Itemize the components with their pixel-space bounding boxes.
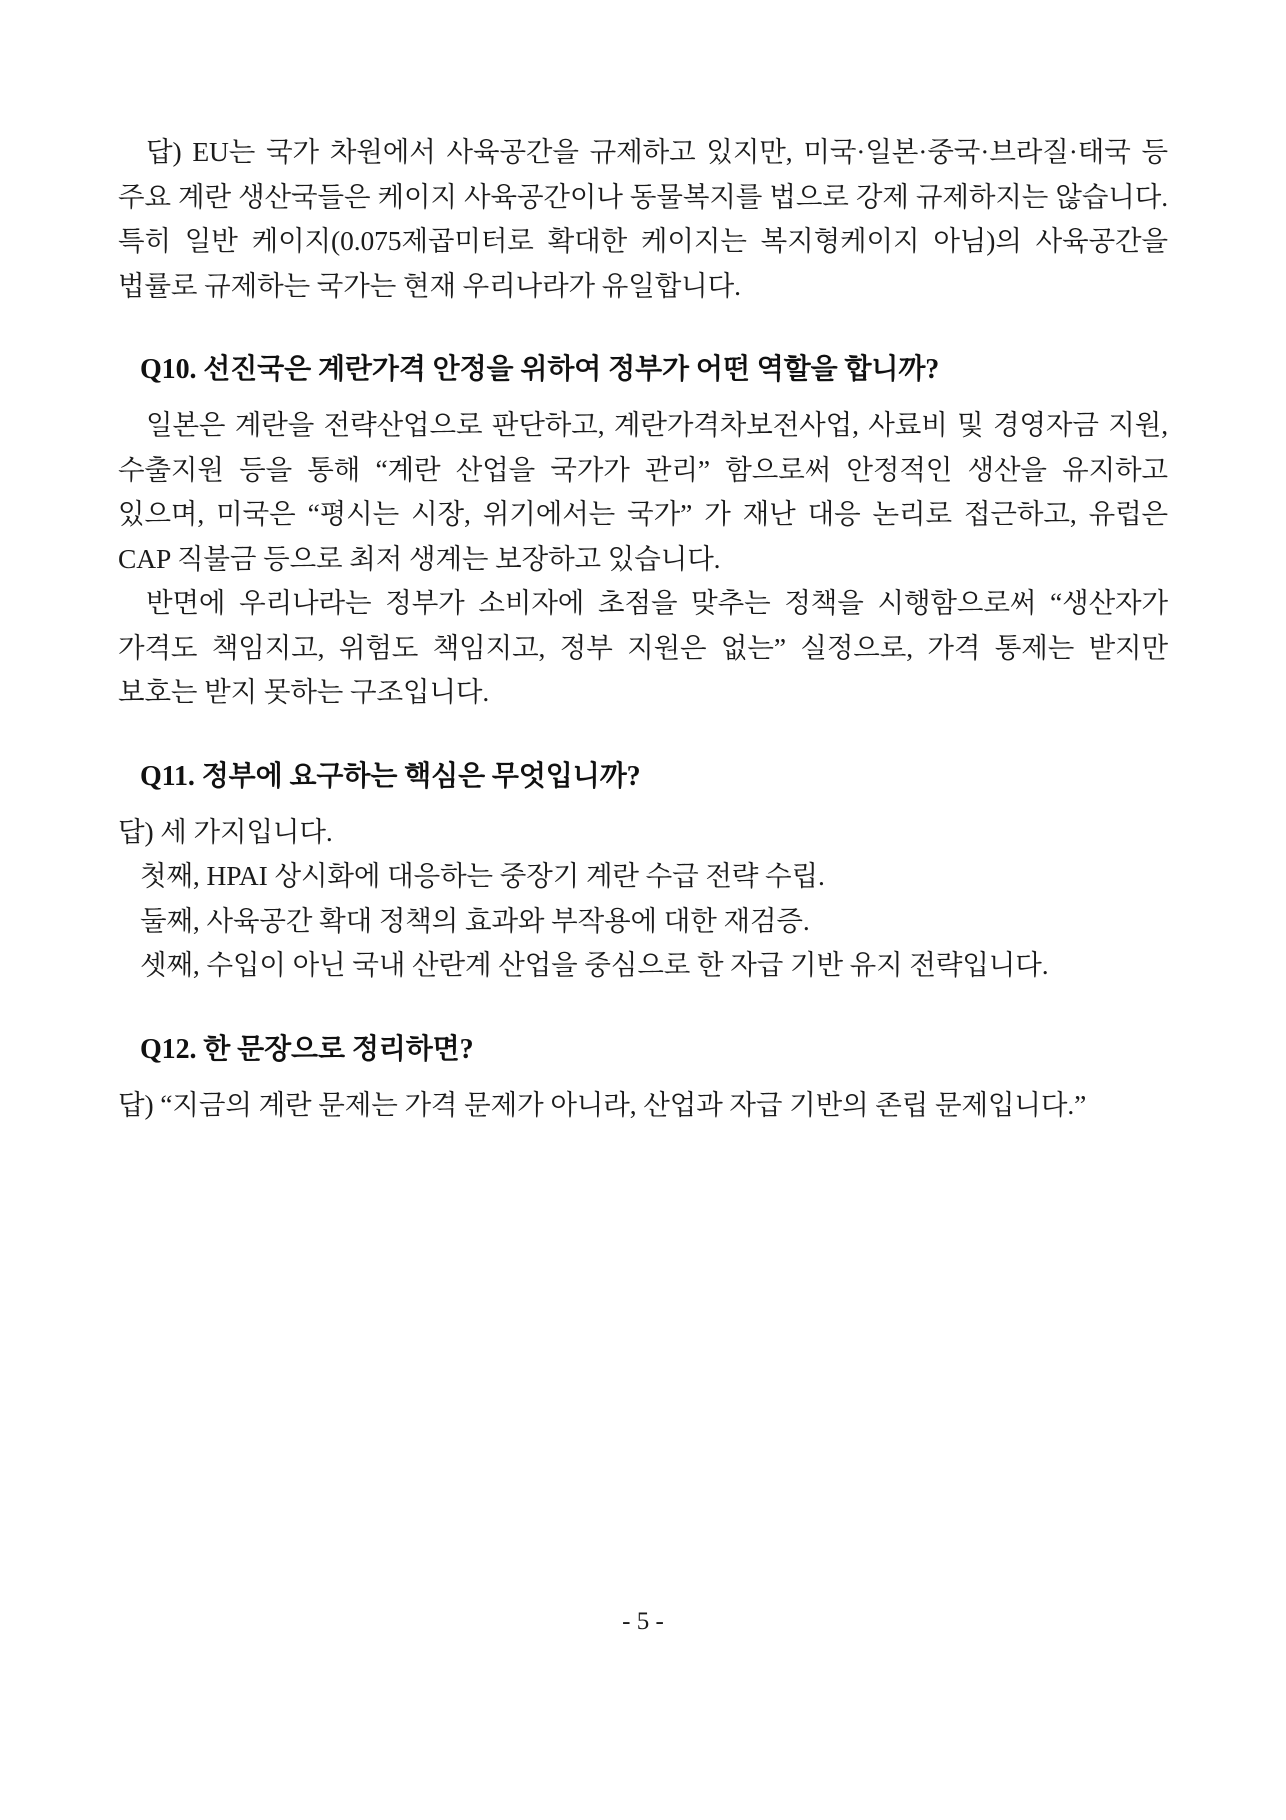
page-content — [118, 130, 1168, 1127]
list-item-q11-1: 첫째, HPAI 상시화에 대응하는 중장기 계란 수급 전략 수립. — [140, 860, 825, 892]
paragraph-q11-answer-intro: 답) 세 가지입니다. — [118, 815, 333, 847]
paragraph-q10-answer-1: 일본은 계란을 전략산업으로 판단하고, 계란가격차보전사업, 사료비 및 경영자금 지원, 수출지원 등을 통해 “계란 산업을 국가가 관리” 함으로써 안정적인 생산을 유지하고 있으며, 미국은 “평시는 시장, 위기에서는 국가” 가 재난 대응 논리로 접근하고, 유럽은 CAP 직불금 등으로 최저 생계는 보장하고 있습니다. — [118, 408, 1168, 574]
spacer — [118, 1073, 1168, 1083]
spacer — [118, 800, 1168, 810]
spacer — [118, 393, 1168, 403]
list-item-q11-3: 셋째, 수입이 아닌 국내 산란계 산업을 중심으로 한 자급 기반 유지 전략입니다. — [140, 949, 1049, 981]
paragraph-q10-answer-2: 반면에 우리나라는 정부가 소비자에 초점을 맞추는 정책을 시행함으로써 “생산자가 가격도 책임지고, 위험도 책임지고, 정부 지원은 없는” 실정으로, 가격 통제는 받지만 보호는 받지 못하는 구조입니다. — [118, 587, 1168, 708]
heading-q12: Q12. 한 문장으로 정리하면? — [140, 1033, 474, 1065]
spacer — [118, 308, 1168, 348]
paragraph-answer-q9: 답) EU는 국가 차원에서 사육공간을 규제하고 있지만, 미국·일본·중국·브라질·태국 등 주요 계란 생산국들은 케이지 사육공간이나 동물복지를 법으로 강제 규제하지는 않습니다. 특히 일반 케이지(0.075제곱미터로 확대한 케이지는 복지형케이지 아님)의 사육공간을 법률로 규제하는 국가는 현재 우리나라가 유일합니다. — [118, 136, 1168, 301]
heading-q11: Q11. 정부에 요구하는 핵심은 무엇입니까? — [140, 760, 641, 792]
paragraph-q12-answer: 답) “지금의 계란 문제는 가격 문제가 아니라, 산업과 자급 기반의 존립 문제입니다.” — [118, 1088, 1087, 1120]
list-item-q11-2: 둘째, 사육공간 확대 정책의 효과와 부작용에 대한 재검증. — [140, 904, 810, 936]
page-number: - 5 - — [622, 1608, 664, 1635]
spacer — [118, 988, 1168, 1028]
spacer — [118, 715, 1168, 755]
heading-q10: Q10. 선진국은 계란가격 안정을 위하여 정부가 어떤 역할을 합니까? — [140, 354, 940, 386]
